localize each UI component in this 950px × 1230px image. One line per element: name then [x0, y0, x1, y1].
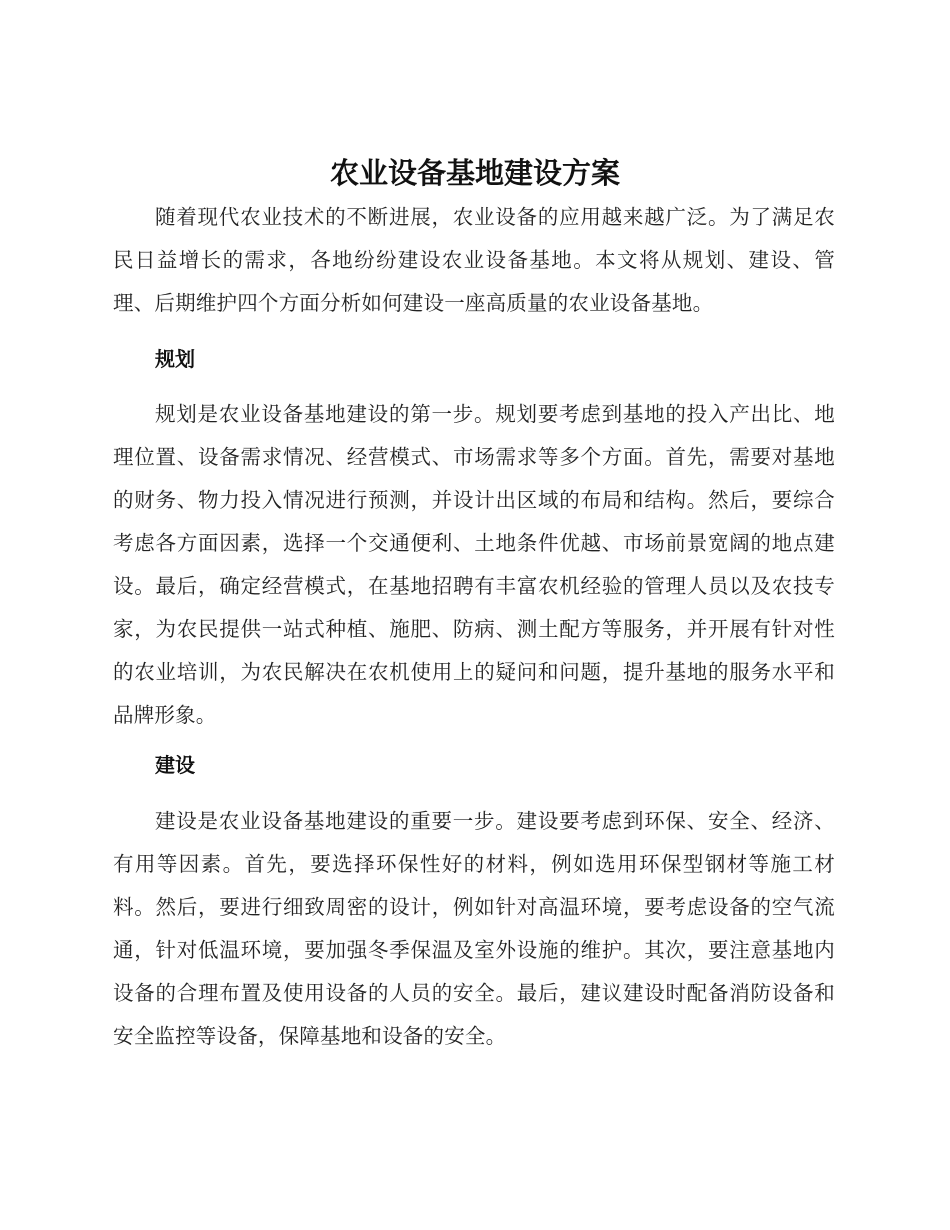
section-heading-construction: 建设: [155, 753, 195, 777]
section-body-construction: 建设是农业设备基地建设的重要一步。建设要考虑到环保、安全、经济、有用等因素。首先，要选择环保性好的材料，例如选用环保型钢材等施工材料。然后，要进行细致周密的设计，例如针对高温环境，要考虑设备的空气流通，针对低温环境，要加强冬季保温及室外设施的维护。其次，要注意基地内设备的合理布置及使用设备的人员的安全。最后，建议建设时配备消防设备和安全监控等设备，保障基地和设备的安全。: [113, 809, 835, 1048]
section-heading-planning: 规划: [155, 347, 195, 371]
section-body-planning: 规划是农业设备基地建设的第一步。规划要考虑到基地的投入产出比、地理位置、设备需求情况、经营模式、市场需求等多个方面。首先，需要对基地的财务、物力投入情况进行预测，并设计出区域的布局和结构。然后，要综合考虑各方面因素，选择一个交通便利、土地条件优越、市场前景宽阔的地点建设。最后，确定经营模式，在基地招聘有丰富农机经验的管理人员以及农技专家，为农民提供一站式种植、施肥、防病、测土配方等服务，并开展有针对性的农业培训，为农民解决在农机使用上的疑问和问题，提升基地的服务水平和品牌形象。: [113, 402, 835, 727]
intro-paragraph: 随着现代农业技术的不断进展，农业设备的应用越来越广泛。为了满足农民日益增长的需求，各地纷纷建设农业设备基地。本文将从规划、建设、管理、后期维护四个方面分析如何建设一座高质量的农业设备基地。: [113, 205, 835, 315]
document-title: 农业设备基地建设方案: [329, 156, 620, 190]
